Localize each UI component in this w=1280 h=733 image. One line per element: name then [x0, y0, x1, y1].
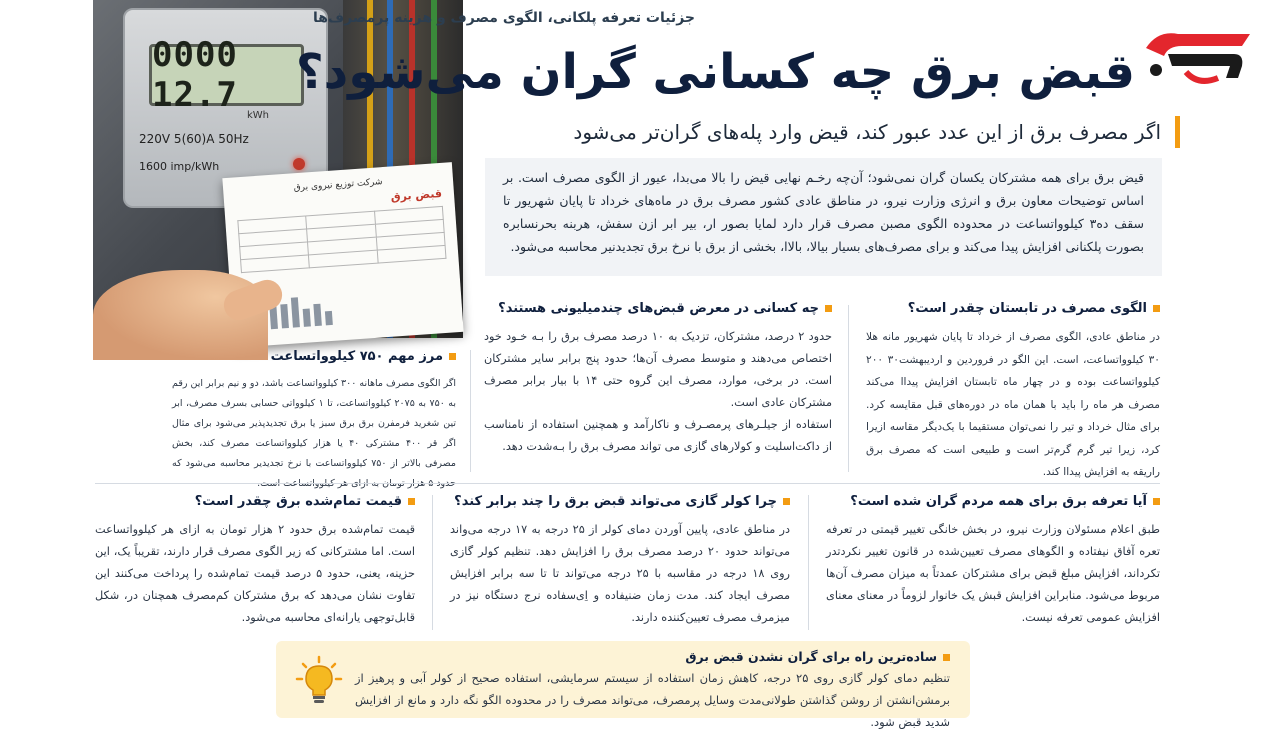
bill-bar	[280, 304, 289, 328]
section-title: چه کسانی در معرض قبض‌های چندمیلیونی هستند؟	[498, 301, 819, 316]
section-cooler	[450, 491, 790, 629]
bill-bar	[291, 297, 300, 327]
section-title: آیا تعرفه برق برای همه مردم گران شده است؟	[850, 494, 1147, 509]
section-title: قیمت تمام‌شده برق چقدر است؟	[194, 494, 402, 509]
bill-table	[237, 206, 446, 273]
divider	[848, 305, 849, 472]
divider	[470, 350, 471, 472]
section-heading	[826, 491, 1160, 513]
bill-bar	[303, 308, 311, 326]
tip-body: تنظیم دمای کولر گازی روی ۲۵ درجه، کاهش زمان استفاده از سیستم سرمایشی، استفاده صحیح از کولر آبی و پرهیز از برمشن‌انشتن از روشن گذاشتن طولانی‌مدت وسایل پرمصرف، می‌تواند مصرف را در محدوده الگو نگه دارد و مانع از افزایش شدید قبض شود.	[355, 671, 951, 729]
section-body: اگر الگوی مصرف ماهانه ۳۰۰ کیلوواتساعت باشد، دو و نیم برابر این رقم به ۷۵۰ به ۲۰۷۵ کیلوواتساعت، تا ۱ کیلوواتی حسابی بسرف مصرف، ابر تین شغرید فرمفرن برق برق سبز یا برق تجدیدپذیر می‌شود برای مثال اگر قر ۴۰۰ مشترکی ۴۰ یا هزار کیلوواتساعت مصرف کند، بخش مصرفی بالاتر از ۷۵۰ کیلوواتساعت با نرخ تجدیدیر محاسبه می‌شود که	[172, 378, 456, 469]
kicker: جزئیات تعرفه پلکانی، الگوی مصرف و هزینه پرمصرف‌ها	[312, 10, 695, 26]
section-heading	[450, 491, 790, 513]
section-heading	[866, 298, 1160, 320]
bill-company: شرکت توزیع نیروی برق	[293, 177, 383, 194]
section-body: در مناطق عادی، پایین آوردن دمای کولر از ۲۵ درجه به ۱۷ درجه می‌واند می‌تواند حدود ۲۰ درصد مصرف برق را افزایش دهد. تنظیم کولر گازی روی ۱۸ درجه در مقاسبه با ۲۵ درجه می‌تواند تا تا سه برابر افزایش مصرف ایجاد کند. مدت زمان ضنیفاده و اِی‌سفاده نرج دستگاه نیز در میزمرف مصرف تعیین‌کننده دارند.	[450, 523, 791, 624]
divider	[95, 483, 1160, 484]
bullet-icon	[408, 498, 415, 505]
section-title: مرز مهم ۷۵۰ کیلوواتساعت	[270, 349, 443, 364]
bullet-icon	[943, 654, 950, 661]
section-title: الگوی مصرف در تابستان چقدر است؟	[907, 301, 1147, 316]
subheadline: اگر مصرف برق از این عدد عبور کند، قیض وارد پله‌های گران‌تر می‌شود	[480, 116, 1180, 148]
bill-title: قبض برق	[390, 186, 443, 204]
tip-heading	[355, 647, 950, 667]
section-border-750	[172, 346, 456, 494]
section-body: در مناطق عادی، الگوی مصرف از خرداد تا پایان شهریور مانه هلا ۳۰ کیلوواتساعت، است. این الگو در فروردین و اردیبهشت۳۰ ۲۰۰ کیلوواتساعت بوده و در چهار ماه تابستان افزایش پیداا می‌کند مصرف هر ماه را باید با همان ماه در دوره‌های قبل مقایسه کرد. برای مثال خرداد و تیر را نمی‌توان مستقیما با یک‌دیگر مقاسه ازیرا کرد، زیرا تیر گرم گرم‌تر است و طبیعی است که مصرف برق راریقه به افزایش پیداا کند.	[866, 331, 1160, 478]
meter-display: 0000 12.7	[149, 44, 304, 106]
bill-bar	[325, 311, 333, 325]
section-body: قیمت تمام‌شده برق حدود ۲ هزار تومان به ازای هر کیلوواتساعت است. اما مشترکانی که زیر الگوی مصرف قرار دارند، تقریباً یک، این حزینه، یعنی، حدود ۵ درصد قیمت تمام‌شده را پرداخت می‌کنند این تفاوت نشان می‌دهد که برق مشترکان کم‌مصرف همچنان در، شکل قابل‌توجهی یارانه‌ای محاسبه می‌شود.	[95, 523, 416, 624]
section-final-price	[95, 491, 415, 629]
meter-led-icon	[293, 158, 305, 170]
section-everyone	[826, 491, 1160, 629]
bullet-icon	[1153, 498, 1160, 505]
section-body: طبق اعلام مسئولان وزارت نیرو، در بخش خانگی تغییر قیمتی در تعرفه تعره آفاق نیفتاده و الگوهای مصرف تعیین‌شده در قانون تغییر نکردتدر تکرداند، افزایش مبلغ قبض برای مشترکان عمدتاً به میزان مصرف آن‌ها مربوط می‌شود. منابراین افزایش قبش یک خانوار لزوماً در معنای معنای افزایش عمومی تعرفه نیست.	[826, 523, 1160, 624]
divider	[808, 495, 809, 630]
bullet-icon	[1153, 305, 1160, 312]
meter-impulse-rate: 1600 imp/kWh	[139, 160, 220, 173]
section-title: چرا کولر گازی می‌تواند قبض برق را چند برابر کند؟	[454, 494, 777, 509]
intro-box: قیض برق برای همه مشترکان یکسان گران نمی‌شود؛ آن‌چه رخـم نهایی قیض را بالا می‌بدا، عیور از الگوی مصرف است. بر اساس توضیحات معاون برق و انرژی وزارت نیرو، در مناطق عادی کشور مصرف برق در ماه‌های خرداد تا پایان شهریور تا سقف ده۳ کیلوواتساعت در محدوده الگوی مصبن مصرف قرار دارد لمایا بصور ار، بیر ابر ازن سفش، هربنه‌ بحرنسابره‌ بصورت پلکنانی افزایش پیدا می‌کند و برای مصرف‌های بسیار بیالا، بالاا، بخشی از برق با نرخ برق تجدیدنیر محاسبه می‌شود.	[485, 158, 1162, 276]
divider	[432, 495, 433, 630]
meter-unit: kWh	[247, 110, 270, 121]
page-title: قبض برق چه کسانی گران می‌شود؟	[295, 44, 1135, 100]
section-heading	[484, 298, 832, 320]
section-heading	[172, 346, 456, 368]
section-body: استفاده از جیلـر‌های پرمصـرف و ناکارآمد و همچنین استفاده از نامناسب از داکت‌اسلیت و کولار‌های گازی می‌ تواند مصرف برق را بـه‌شدت دهد.	[484, 418, 832, 453]
tip-title: ساده‌ترین راه برای گران نشدن قبض برق	[685, 649, 937, 664]
bill-bar	[313, 304, 322, 326]
tip-box	[276, 641, 970, 729]
rokna-logo-icon	[1138, 20, 1258, 90]
bullet-icon	[783, 498, 790, 505]
lightbulb-icon	[294, 655, 344, 705]
section-body: حدود ۲ درصد، مشترکان، تزدیک به ۱۰ درصد مصرف برق را بـه خـود خود اختصاص می‌دهند و متوسط مصرف آن‌ها؛ حدود پنج برابر سایر مشترکان است. در برخی، موارد، مصرف این گروه حتی ۱۴ با بیار برابر مصرف مشترکان عادی است.	[484, 330, 832, 409]
tip-content	[355, 647, 950, 733]
section-millions	[484, 298, 832, 458]
meter-spec: 220V 5(60)A 50Hz	[139, 132, 249, 146]
bullet-icon	[825, 305, 832, 312]
bullet-icon	[449, 353, 456, 360]
section-pattern	[866, 298, 1160, 484]
section-heading	[95, 491, 415, 513]
